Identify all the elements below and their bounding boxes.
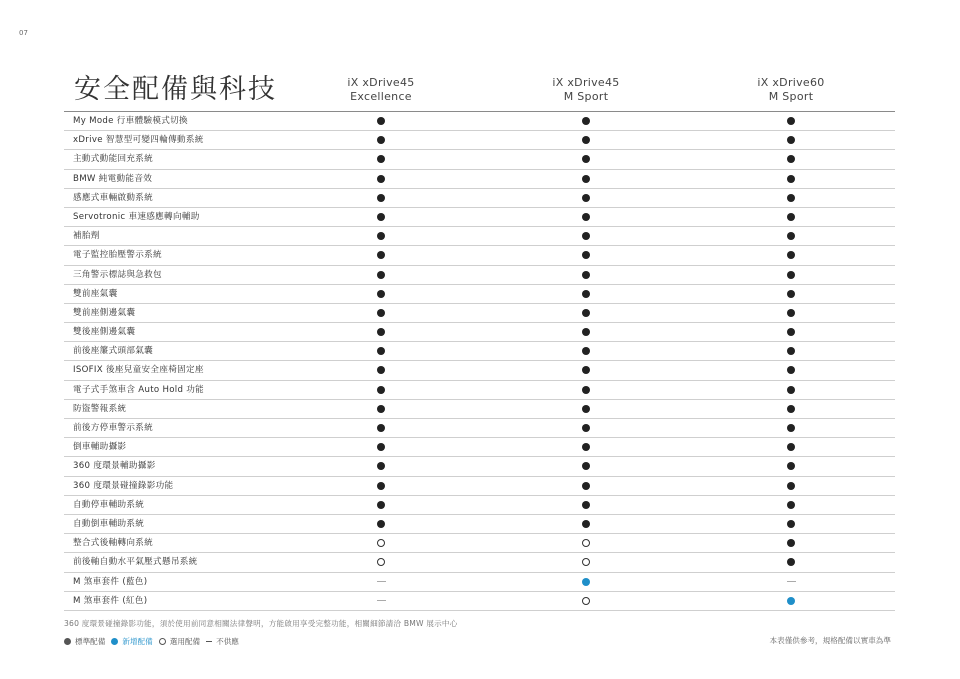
filled-circle-icon — [377, 309, 385, 317]
table-row — [64, 246, 895, 265]
model-2-cell — [574, 112, 598, 130]
row-label: xDrive 智慧型可變四輪傳動系統 — [73, 135, 204, 146]
disclaimer: 本表僅供參考，規格配備以實車為準 — [769, 636, 891, 645]
dash-icon — [377, 581, 386, 582]
hollow-circle-icon — [582, 558, 590, 566]
model-3-cell — [779, 227, 803, 245]
filled-circle-icon — [787, 347, 795, 355]
table-row — [64, 553, 895, 572]
table-row — [64, 400, 895, 419]
filled-circle-icon — [582, 501, 590, 509]
filled-circle-icon — [582, 482, 590, 490]
row-label: 電子監控胎壓警示系統 — [73, 250, 162, 261]
model-2-cell — [574, 304, 598, 322]
model-2-cell — [574, 323, 598, 341]
row-label: 雙前座氣囊 — [73, 288, 118, 299]
hollow-circle-icon — [159, 638, 166, 645]
model-trim: M Sport — [563, 90, 609, 103]
model-3-cell — [779, 342, 803, 360]
blue-filled-circle-icon — [582, 578, 590, 586]
filled-circle-icon — [787, 117, 795, 125]
table-header — [64, 72, 895, 112]
row-label: Servotronic 車速感應轉向輔助 — [73, 211, 200, 222]
filled-circle-icon — [582, 347, 590, 355]
table-row — [64, 323, 895, 342]
model-trim: M Sport — [768, 90, 814, 103]
model-2-cell — [574, 189, 598, 207]
row-label: 360 度環景輔助攝影 — [73, 461, 156, 472]
filled-circle-icon — [787, 271, 795, 279]
model-2-cell — [574, 150, 598, 168]
legend-optional — [159, 636, 200, 647]
table-row — [64, 208, 895, 227]
model-3-cell — [779, 477, 803, 495]
model-3-cell — [779, 189, 803, 207]
filled-circle-icon — [377, 117, 385, 125]
model-3-cell — [779, 285, 803, 303]
dash-icon — [206, 641, 212, 642]
model-3-cell — [779, 515, 803, 533]
model-1-cell — [369, 304, 393, 322]
model-1-cell — [369, 170, 393, 188]
legend-standard — [64, 636, 105, 647]
filled-circle-icon — [787, 232, 795, 240]
table-row — [64, 266, 895, 285]
model-1-cell — [369, 438, 393, 456]
model-1-cell — [369, 419, 393, 437]
model-2-cell — [574, 400, 598, 418]
model-2-cell — [574, 285, 598, 303]
row-label: ISOFIX 後座兒童安全座椅固定座 — [73, 365, 204, 376]
model-name: iX xDrive45 — [552, 76, 620, 89]
model-3-cell — [779, 400, 803, 418]
model-3-cell — [779, 266, 803, 284]
model-2-cell — [574, 208, 598, 226]
model-2-cell — [574, 438, 598, 456]
model-2-cell — [574, 553, 598, 571]
model-1-cell — [369, 361, 393, 379]
filled-circle-icon — [582, 328, 590, 336]
model-3-cell — [779, 361, 803, 379]
row-label: 感應式車輛啟動系統 — [73, 192, 154, 203]
filled-circle-icon — [377, 232, 385, 240]
filled-circle-icon — [787, 443, 795, 451]
row-label: 前後軸自動水平氣壓式懸吊系統 — [73, 557, 198, 568]
filled-circle-icon — [64, 638, 71, 645]
blue-filled-circle-icon — [787, 597, 795, 605]
page-number: 07 — [19, 29, 28, 37]
filled-circle-icon — [582, 424, 590, 432]
dash-icon — [787, 581, 796, 582]
filled-circle-icon — [582, 462, 590, 470]
row-label: 電子式手煞車含 Auto Hold 功能 — [73, 384, 205, 395]
filled-circle-icon — [377, 366, 385, 374]
filled-circle-icon — [787, 155, 795, 163]
model-1-cell — [369, 457, 393, 475]
filled-circle-icon — [582, 251, 590, 259]
table-row — [64, 189, 895, 208]
model-3-cell — [779, 573, 803, 591]
model-1-cell — [369, 246, 393, 264]
filled-circle-icon — [377, 386, 385, 394]
filled-circle-icon — [582, 443, 590, 451]
model-2-cell — [574, 246, 598, 264]
table-row — [64, 131, 895, 150]
filled-circle-icon — [787, 386, 795, 394]
model-1-cell — [369, 323, 393, 341]
filled-circle-icon — [582, 386, 590, 394]
filled-circle-icon — [787, 462, 795, 470]
model-1-cell — [369, 381, 393, 399]
table-row — [64, 515, 895, 534]
model-1-cell — [369, 150, 393, 168]
model-1-cell — [369, 592, 393, 610]
model-3-cell — [779, 150, 803, 168]
filled-circle-icon — [582, 136, 590, 144]
row-label: BMW 純電動能音效 — [73, 173, 153, 184]
table-row — [64, 419, 895, 438]
table-row — [64, 227, 895, 246]
filled-circle-icon — [787, 405, 795, 413]
row-label: 補胎劑 — [73, 231, 100, 242]
model-1-cell — [369, 400, 393, 418]
filled-circle-icon — [582, 194, 590, 202]
hollow-circle-icon — [582, 597, 590, 605]
filled-circle-icon — [582, 117, 590, 125]
filled-circle-icon — [787, 194, 795, 202]
model-2-cell — [574, 573, 598, 591]
filled-circle-icon — [377, 290, 385, 298]
model-header-2 — [506, 76, 666, 104]
row-label: M 煞車套件 (紅色) — [73, 595, 148, 606]
filled-circle-icon — [787, 424, 795, 432]
filled-circle-icon — [582, 175, 590, 183]
model-3-cell — [779, 534, 803, 552]
table-row — [64, 381, 895, 400]
model-3-cell — [779, 553, 803, 571]
filled-circle-icon — [787, 539, 795, 547]
model-name: iX xDrive45 — [347, 76, 415, 89]
filled-circle-icon — [787, 558, 795, 566]
filled-circle-icon — [787, 520, 795, 528]
model-1-cell — [369, 477, 393, 495]
filled-circle-icon — [582, 366, 590, 374]
model-3-cell — [779, 208, 803, 226]
filled-circle-icon — [377, 328, 385, 336]
row-label: 前後方停車警示系統 — [73, 423, 154, 433]
model-2-cell — [574, 515, 598, 533]
model-1-cell — [369, 342, 393, 360]
filled-circle-icon — [582, 405, 590, 413]
row-label: 雙後座側邊氣囊 — [73, 327, 136, 338]
filled-circle-icon — [377, 136, 385, 144]
table-row — [64, 438, 895, 457]
equipment-table — [64, 112, 895, 611]
row-label: 雙前座側邊氣囊 — [73, 307, 136, 318]
hollow-circle-icon — [377, 558, 385, 566]
filled-circle-icon — [787, 328, 795, 336]
model-3-cell — [779, 246, 803, 264]
table-row — [64, 342, 895, 361]
model-1-cell — [369, 131, 393, 149]
model-header-3 — [711, 76, 871, 104]
filled-circle-icon — [787, 309, 795, 317]
legend-standard-label: 標準配備 — [75, 636, 106, 646]
filled-circle-icon — [582, 155, 590, 163]
hollow-circle-icon — [582, 539, 590, 547]
table-row — [64, 150, 895, 169]
table-row — [64, 496, 895, 515]
legend-na-label: 不供應 — [216, 636, 239, 646]
table-row — [64, 170, 895, 189]
model-2-cell — [574, 457, 598, 475]
filled-circle-icon — [377, 501, 385, 509]
filled-circle-icon — [787, 213, 795, 221]
model-header-1 — [301, 76, 461, 104]
model-2-cell — [574, 534, 598, 552]
dash-icon — [377, 600, 386, 601]
model-name: iX xDrive60 — [757, 76, 825, 89]
row-label: 倒車輔助攝影 — [73, 442, 127, 453]
table-row — [64, 112, 895, 131]
model-1-cell — [369, 208, 393, 226]
model-3-cell — [779, 496, 803, 514]
model-1-cell — [369, 189, 393, 207]
filled-circle-icon — [377, 405, 385, 413]
table-row — [64, 457, 895, 476]
model-2-cell — [574, 496, 598, 514]
model-3-cell — [779, 438, 803, 456]
filled-circle-icon — [582, 271, 590, 279]
legend-new — [111, 636, 152, 647]
table-row — [64, 534, 895, 553]
model-1-cell — [369, 285, 393, 303]
model-3-cell — [779, 457, 803, 475]
page-title: 安全配備與科技 — [74, 74, 277, 105]
filled-circle-icon — [787, 136, 795, 144]
filled-circle-icon — [787, 366, 795, 374]
row-label: 主動式動能回充系統 — [73, 154, 154, 165]
row-label: 三角警示標誌與急救包 — [73, 269, 162, 280]
filled-circle-icon — [377, 424, 385, 432]
table-row — [64, 304, 895, 323]
model-1-cell — [369, 534, 393, 552]
model-2-cell — [574, 170, 598, 188]
model-1-cell — [369, 515, 393, 533]
legend-optional-label: 選用配備 — [169, 636, 201, 646]
row-label: 自動停車輔助系統 — [73, 499, 145, 510]
model-2-cell — [574, 227, 598, 245]
model-2-cell — [574, 266, 598, 284]
filled-circle-icon — [377, 520, 385, 528]
filled-circle-icon — [582, 232, 590, 240]
filled-circle-icon — [377, 251, 385, 259]
filled-circle-icon — [377, 155, 385, 163]
filled-circle-icon — [377, 347, 385, 355]
filled-circle-icon — [377, 213, 385, 221]
model-1-cell — [369, 112, 393, 130]
filled-circle-icon — [582, 309, 590, 317]
row-label: 前後座簾式頭部氣囊 — [73, 346, 154, 357]
model-1-cell — [369, 553, 393, 571]
row-label: 整合式後軸轉向系統 — [73, 538, 154, 549]
row-label: 防盜警報系統 — [73, 403, 127, 414]
table-row — [64, 592, 895, 611]
filled-circle-icon — [787, 501, 795, 509]
model-1-cell — [369, 496, 393, 514]
filled-circle-icon — [377, 482, 385, 490]
model-2-cell — [574, 361, 598, 379]
model-2-cell — [574, 131, 598, 149]
legend-new-label: 新增配備 — [122, 636, 153, 646]
model-2-cell — [574, 592, 598, 610]
row-label: 自動倒車輔助系統 — [73, 518, 145, 529]
table-row — [64, 285, 895, 304]
model-3-cell — [779, 112, 803, 130]
table-row — [64, 477, 895, 496]
filled-circle-icon — [582, 520, 590, 528]
row-label: My Mode 行車體驗模式切換 — [73, 116, 188, 126]
model-1-cell — [369, 266, 393, 284]
model-2-cell — [574, 419, 598, 437]
table-row — [64, 573, 895, 592]
legend — [64, 635, 245, 647]
filled-circle-icon — [377, 443, 385, 451]
filled-circle-icon — [377, 462, 385, 470]
footnote: 360 度環景碰撞錄影功能，須於使用前同意相關法律聲明，方能啟用享受完整功能，相關細節請洽 BMW 展示中心 — [64, 619, 458, 628]
model-3-cell — [779, 323, 803, 341]
model-1-cell — [369, 227, 393, 245]
filled-circle-icon — [787, 251, 795, 259]
legend-na — [206, 636, 239, 647]
blue-filled-circle-icon — [111, 638, 118, 645]
row-label: M 煞車套件 (藍色) — [73, 576, 148, 587]
model-trim: Excellence — [350, 90, 412, 103]
hollow-circle-icon — [377, 539, 385, 547]
model-3-cell — [779, 381, 803, 399]
model-3-cell — [779, 419, 803, 437]
model-3-cell — [779, 170, 803, 188]
model-2-cell — [574, 342, 598, 360]
filled-circle-icon — [377, 271, 385, 279]
filled-circle-icon — [377, 175, 385, 183]
filled-circle-icon — [787, 175, 795, 183]
model-2-cell — [574, 477, 598, 495]
model-3-cell — [779, 592, 803, 610]
filled-circle-icon — [377, 194, 385, 202]
table-row — [64, 361, 895, 380]
model-3-cell — [779, 304, 803, 322]
filled-circle-icon — [787, 290, 795, 298]
model-3-cell — [779, 131, 803, 149]
row-label: 360 度環景碰撞錄影功能 — [73, 480, 174, 491]
filled-circle-icon — [582, 290, 590, 298]
filled-circle-icon — [582, 213, 590, 221]
model-2-cell — [574, 381, 598, 399]
model-1-cell — [369, 573, 393, 591]
filled-circle-icon — [787, 482, 795, 490]
